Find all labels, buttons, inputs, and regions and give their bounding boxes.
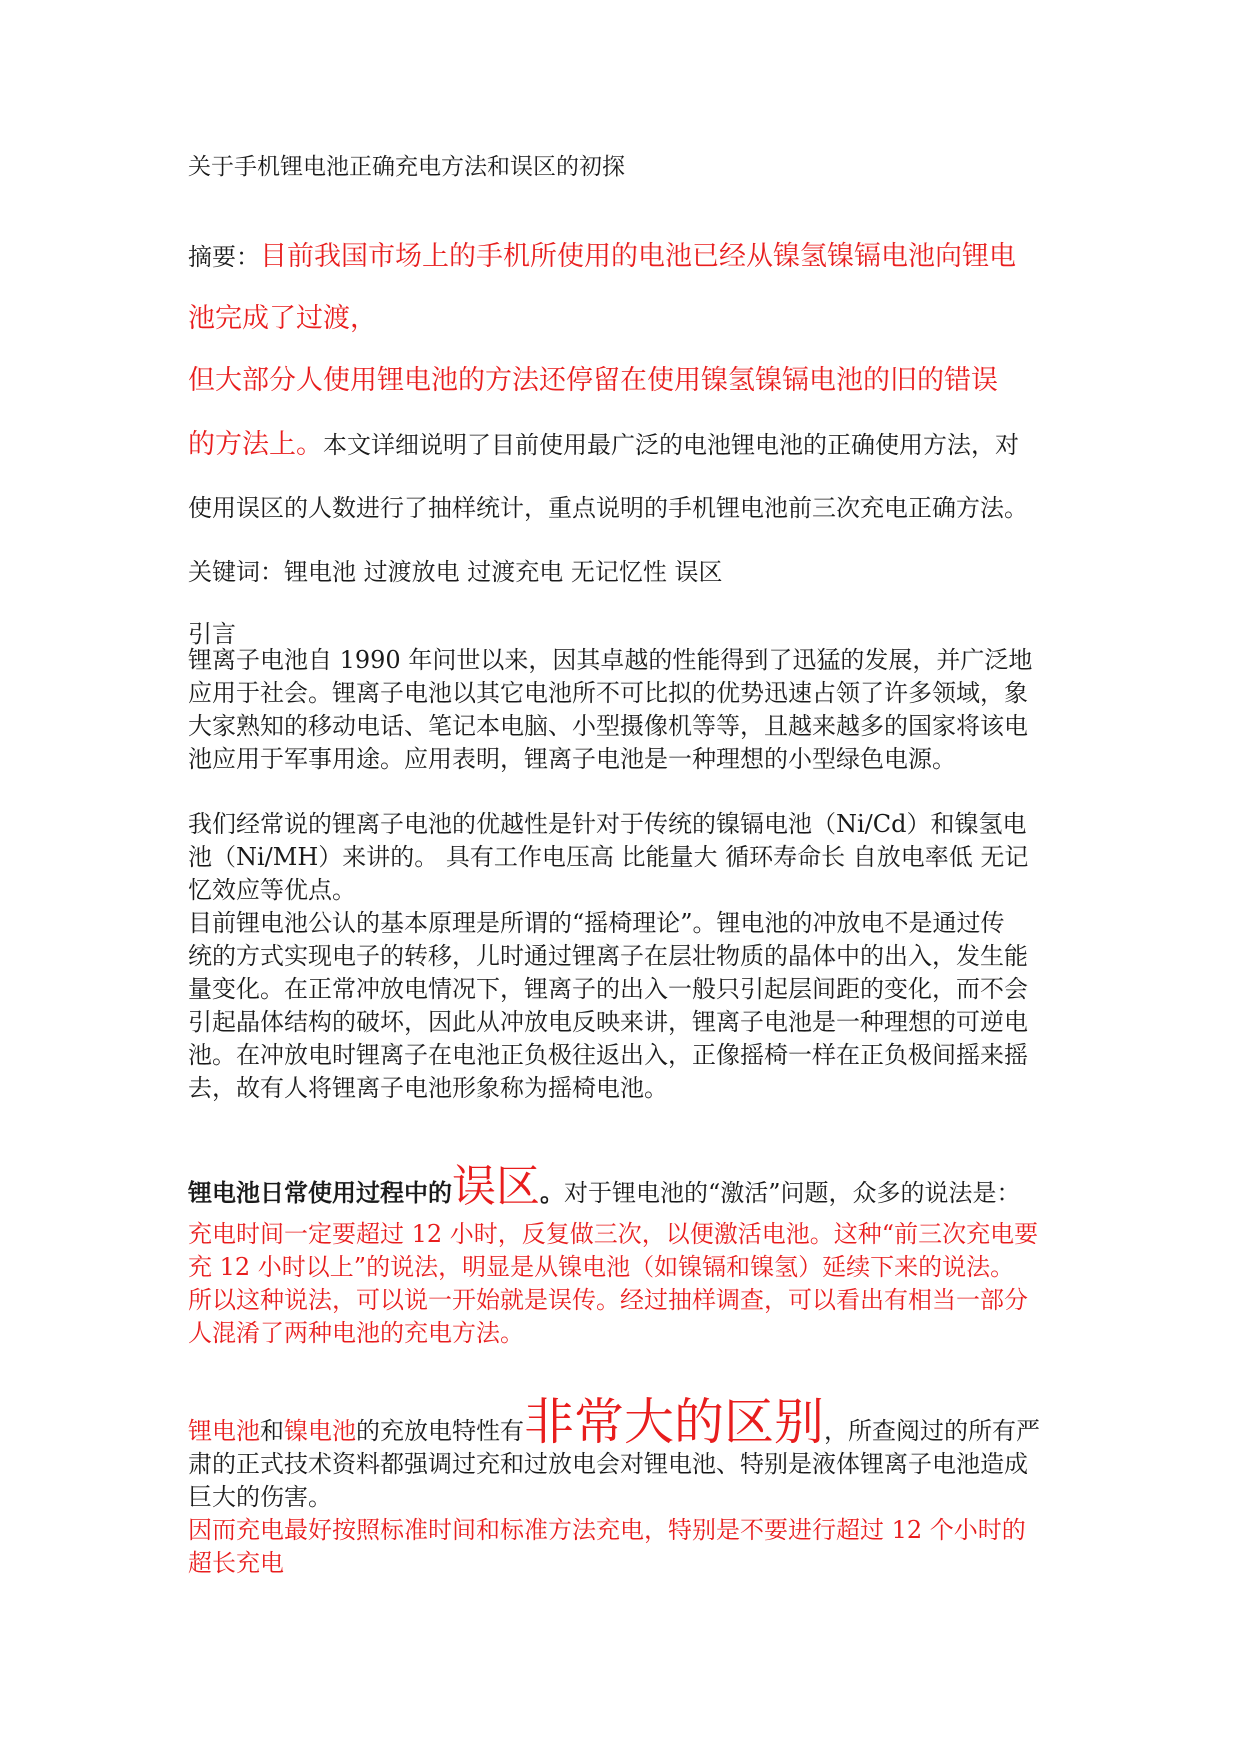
text-line: 因而充电最好按照标准时间和标准方法充电，特别是不要进行超过 12 个小时的 [188,1516,1026,1544]
text-line: 池应用于军事用途。应用表明，锂离子电池是一种理想的小型绿色电源。 [188,745,956,773]
final-paragraph [188,1514,1068,1580]
difference-big-text: 非常大的区别 [524,1393,824,1451]
text-line: 忆效应等优点。 [188,876,356,904]
abstract-black-text: 本文详细说明了目前使用最广泛的电池锂电池的正确使用方法，对 [323,431,1019,459]
abstract-line-3: 但大部分人使用锂电池的方法还停留在使用镍氢镍镉电池的旧的错误 [188,365,998,396]
advantages-paragraph [188,808,1068,1105]
misconception-tail: 对于锂电池的“激活”问题，众多的说法是： [564,1179,1021,1207]
text-line: 大家熟知的移动电话、笔记本电脑、小型摄像机等等，且越来越多的国家将该电 [188,712,1028,740]
intro-heading: 引言 [188,620,236,648]
keywords: 关键词：锂电池 过渡放电 过渡充电 无记忆性 误区 [188,558,723,586]
difference-line-1 [188,1382,1040,1454]
abstract-line-5: 使用误区的人数进行了抽样统计，重点说明的手机锂电池前三次充电正确方法。 [188,494,1028,522]
abstract-red-text: 目前我国市场上的手机所使用的电池已经从镍氢镍镉电池向锂电 [260,241,1016,272]
text-line: 巨大的伤害。 [188,1483,332,1511]
difference-paragraph [188,1448,1068,1514]
text-line: 充电时间一定要超过 12 小时，反复做三次，以便激活电池。这种“前三次充电要 [188,1220,1039,1248]
text-line: 引起晶体结构的破坏，因此从冲放电反映来讲，锂离子电池是一种理想的可逆电 [188,1008,1028,1036]
text-line: 去，故有人将锂离子电池形象称为摇椅电池。 [188,1074,668,1102]
difference-mid-text: 的充放电特性有 [356,1417,524,1445]
text-line: 人混淆了两种电池的充电方法。 [188,1319,524,1347]
text-line: 肃的正式技术资料都强调过充和过放电会对锂电池、特别是液体锂离子电池造成 [188,1450,1028,1478]
nickel-battery-text: 镍电池 [284,1417,356,1445]
misconception-heading [188,1150,1021,1214]
text-line: 统的方式实现电子的转移，儿时通过锂离子在层壮物质的晶体中的出入，发生能 [188,942,1028,970]
text-line: 目前锂电池公认的基本原理是所谓的“摇椅理论”。锂电池的冲放电不是通过传 [188,909,1005,937]
text-line: 充 12 小时以上”的说法，明显是从镍电池（如镍镉和镍氢）延续下来的说法。 [188,1253,1015,1281]
abstract-line-4 [188,422,1019,461]
difference-tail-text: ，所查阅过的所有严 [824,1417,1040,1445]
abstract-line-1 [188,234,1016,273]
text-line: 量变化。在正常冲放电情况下，锂离子的出入一般只引起层间距的变化，而不会 [188,975,1028,1003]
text-line: 应用于社会。锂离子电池以其它电池所不可比拟的优势迅速占领了许多领域，象 [188,679,1028,707]
text-line: 池。在冲放电时锂离子在电池正负极往返出入，正像摇椅一样在正负极间摇来摇 [188,1041,1028,1069]
text-line: 所以这种说法，可以说一开始就是误传。经过抽样调查，可以看出有相当一部分 [188,1286,1028,1314]
text-line: 超长充电 [188,1549,284,1577]
intro-paragraph [188,644,1068,776]
text-line: 锂离子电池自 1990 年问世以来，因其卓越的性能得到了迅猛的发展，并广泛地 [188,646,1033,674]
abstract-label: 摘要： [188,243,260,271]
misconception-dot: 。 [540,1179,564,1207]
misconception-lead: 锂电池日常使用过程中的 [188,1179,452,1207]
lithium-battery-text: 锂电池 [188,1417,260,1445]
abstract-red-text: 的方法上。 [188,429,323,460]
misconception-big-word: 误区 [452,1161,540,1212]
text-line: 池（Ni/MH）来讲的。 具有工作电压高 比能量大 循环寿命长 自放电率低 无记 [188,843,1029,871]
abstract-line-2: 池完成了过渡， [188,303,377,334]
text-line: 我们经常说的锂离子电池的优越性是针对于传统的镍镉电池（Ni/Cd）和镍氢电 [188,810,1027,838]
and-text: 和 [260,1417,284,1445]
page-title: 关于手机锂电池正确充电方法和误区的初探 [188,154,625,180]
misconception-paragraph [188,1218,1068,1350]
